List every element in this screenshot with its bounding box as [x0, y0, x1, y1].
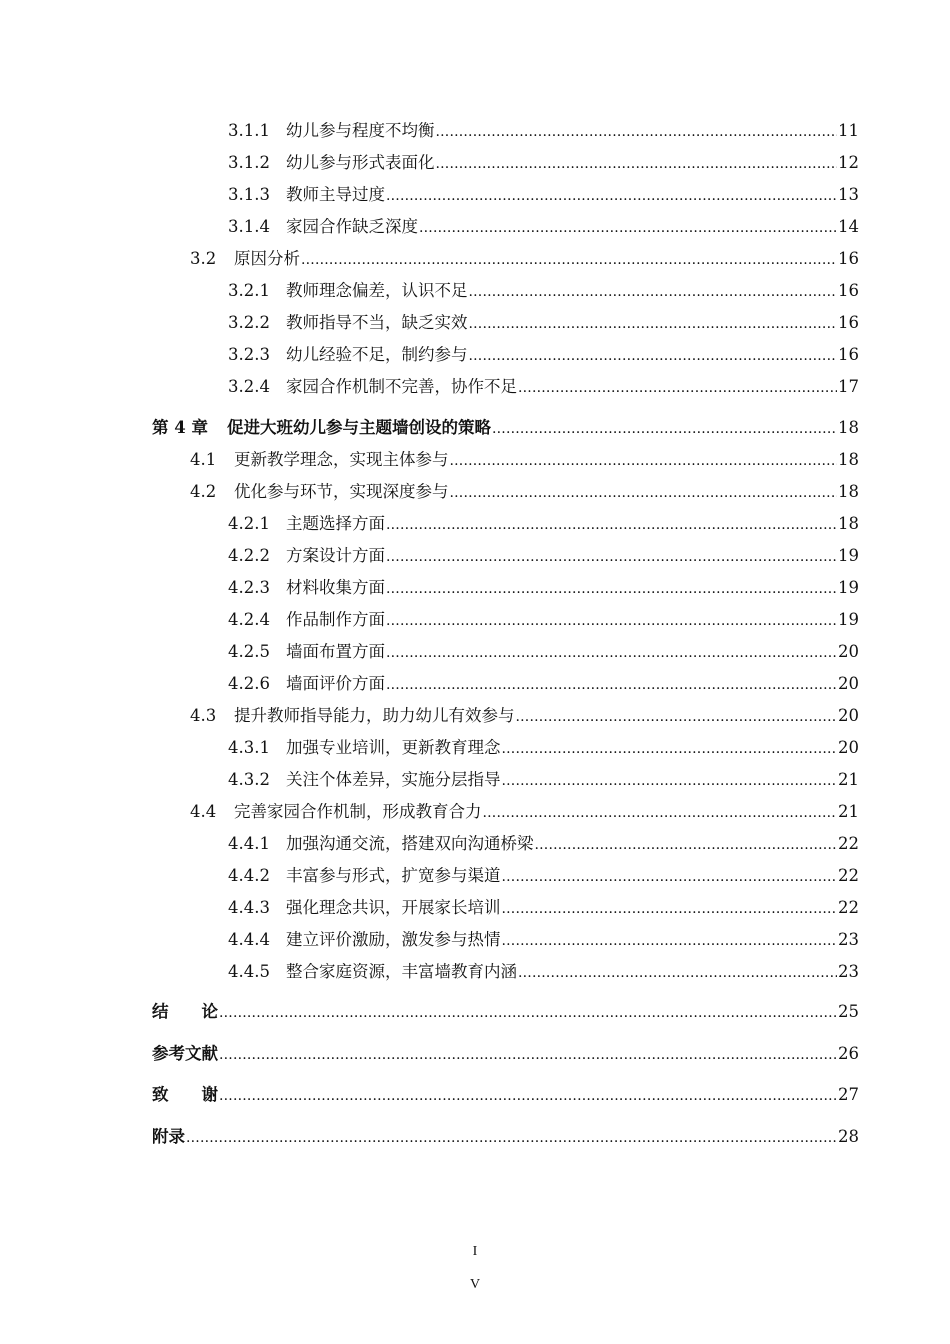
toc-entry[interactable] — [228, 832, 859, 856]
toc-entry-number: 4.2.1 — [228, 514, 270, 533]
toc-entry-page: 18 — [838, 418, 859, 437]
toc-entry-number: 3.1.4 — [228, 217, 270, 236]
toc-leader-dots — [450, 480, 838, 505]
toc-leader-dots — [219, 1083, 837, 1108]
toc-entry-title: 优化参与环节，实现深度参与 — [234, 482, 449, 501]
toc-entry-title: 材料收集方面 — [286, 578, 385, 597]
toc-entry-page: 19 — [838, 546, 859, 565]
toc-entry-title: 强化理念共识，开展家长培训 — [286, 898, 501, 917]
toc-entry[interactable] — [228, 119, 859, 143]
toc-entry[interactable] — [228, 311, 859, 335]
toc-entry-page: 22 — [838, 866, 859, 885]
toc-leader-dots — [386, 183, 837, 208]
toc-leader-dots — [502, 928, 838, 953]
toc-leader-dots — [386, 672, 837, 697]
toc-entry[interactable] — [228, 183, 859, 207]
toc-entry[interactable] — [228, 736, 859, 760]
toc-entry-number: 4.2.4 — [228, 610, 270, 629]
toc-entry-number: 4.4 — [190, 802, 217, 821]
toc-entry-title: 幼儿参与程度不均衡 — [286, 121, 435, 140]
toc-entry-number: 3.2.4 — [228, 377, 270, 396]
toc-entry-number: 4.1 — [190, 450, 217, 469]
toc-entry-number: 4.2.6 — [228, 674, 270, 693]
toc-entry-title: 教师主导过度 — [286, 185, 385, 204]
toc-leader-dots — [483, 800, 838, 825]
toc-entry[interactable] — [228, 640, 859, 664]
toc-entry-number: 4.3.2 — [228, 770, 270, 789]
toc-entry-title: 附录 — [152, 1127, 185, 1146]
toc-entry-page: 18 — [838, 482, 859, 501]
toc-leader-dots — [386, 544, 837, 569]
toc-leader-dots — [516, 704, 838, 729]
toc-entry[interactable] — [228, 343, 859, 367]
toc-entry-number: 4.4.2 — [228, 866, 270, 885]
toc-entry-number: 3.2.3 — [228, 345, 270, 364]
toc-entry-number: 4.4.3 — [228, 898, 270, 917]
toc-entry-page: 17 — [838, 377, 859, 396]
toc-entry[interactable] — [228, 375, 859, 399]
toc-entry-title: 建立评价激励，激发参与热情 — [286, 930, 501, 949]
toc-entry-page: 20 — [838, 674, 859, 693]
toc-leader-dots — [419, 215, 837, 240]
toc-entry-title: 家园合作机制不完善，协作不足 — [286, 377, 517, 396]
toc-entry-page: 12 — [838, 153, 859, 172]
toc-leader-dots — [186, 1125, 837, 1150]
toc-entry-page: 14 — [838, 217, 859, 236]
toc-entry-title: 致 谢 — [152, 1085, 218, 1104]
toc-entry[interactable] — [228, 672, 859, 696]
toc-leader-dots — [436, 151, 838, 176]
toc-entry[interactable] — [152, 1000, 859, 1024]
toc-entry-title: 结 论 — [152, 1002, 218, 1021]
toc-entry-page: 11 — [838, 121, 859, 140]
toc-entry-title: 作品制作方面 — [286, 610, 385, 629]
toc-entry-title: 加强专业培训，更新教育理念 — [286, 738, 501, 757]
toc-entry[interactable] — [228, 576, 859, 600]
toc-entry-number: 4.2 — [190, 482, 217, 501]
toc-entry-title: 教师指导不当，缺乏实效 — [286, 313, 468, 332]
toc-leader-dots — [386, 608, 837, 633]
toc-leader-dots — [219, 1000, 837, 1025]
toc-entry-title: 更新教学理念，实现主体参与 — [234, 450, 449, 469]
toc-entry[interactable] — [152, 1125, 859, 1149]
toc-leader-dots — [469, 279, 838, 304]
toc-entry-page: 19 — [838, 578, 859, 597]
toc-leader-dots — [386, 640, 837, 665]
toc-leader-dots — [469, 343, 838, 368]
toc-entry-title: 家园合作缺乏深度 — [286, 217, 418, 236]
toc-leader-dots — [301, 247, 837, 272]
toc-leader-dots — [518, 375, 837, 400]
toc-leader-dots — [502, 896, 838, 921]
toc-entry-title: 原因分析 — [234, 249, 300, 268]
toc-leader-dots — [535, 832, 838, 857]
toc-entry[interactable] — [228, 864, 859, 888]
toc-entry-number: 4.4.1 — [228, 834, 270, 853]
toc-entry-title: 促进大班幼儿参与主题墙创设的策略 — [227, 418, 491, 437]
toc-entry[interactable] — [228, 608, 859, 632]
toc-entry-title: 关注个体差异，实施分层指导 — [286, 770, 501, 789]
toc-entry[interactable] — [190, 704, 859, 728]
toc-leader-dots — [502, 864, 838, 889]
toc-entry-number: 4.2.2 — [228, 546, 270, 565]
toc-entry-number: 4.2.5 — [228, 642, 270, 661]
toc-entry-page: 23 — [838, 962, 859, 981]
toc-entry-title: 加强沟通交流，搭建双向沟通桥梁 — [286, 834, 534, 853]
toc-entry-page: 16 — [838, 313, 859, 332]
toc-entry-page: 21 — [838, 802, 859, 821]
toc-entry-number: 4.3 — [190, 706, 217, 725]
toc-entry-number: 3.1.3 — [228, 185, 270, 204]
toc-entry-number: 3.1.1 — [228, 121, 270, 140]
toc-entry-page: 25 — [838, 1002, 859, 1021]
toc-entry-number: 4.4.5 — [228, 962, 270, 981]
toc-entry-page: 27 — [838, 1085, 859, 1104]
toc-entry-page: 20 — [838, 706, 859, 725]
toc-entry-page: 18 — [838, 514, 859, 533]
toc-entry-page: 23 — [838, 930, 859, 949]
toc-entry-page: 28 — [838, 1127, 859, 1146]
toc-entry-number: 3.2.2 — [228, 313, 270, 332]
toc-entry[interactable] — [228, 960, 859, 984]
toc-entry-page: 16 — [838, 249, 859, 268]
toc-entry-page: 20 — [838, 642, 859, 661]
toc-entry[interactable] — [228, 215, 859, 239]
toc-entry-title: 幼儿经验不足，制约参与 — [286, 345, 468, 364]
toc-leader-dots — [518, 960, 837, 985]
toc-entry-page: 20 — [838, 738, 859, 757]
toc-entry-page: 21 — [838, 770, 859, 789]
toc-entry-page: 18 — [838, 450, 859, 469]
toc-entry-title: 教师理念偏差，认识不足 — [286, 281, 468, 300]
page-number-upper: I — [472, 1244, 478, 1259]
toc-entry-number: 4.2.3 — [228, 578, 270, 597]
toc-entry[interactable] — [228, 512, 859, 536]
toc-leader-dots — [450, 448, 838, 473]
toc-entry-page: 16 — [838, 281, 859, 300]
toc-entry-number: 4.3.1 — [228, 738, 270, 757]
toc-entry[interactable] — [152, 1042, 859, 1066]
toc-entry[interactable] — [228, 151, 859, 175]
toc-entry-title: 整合家庭资源，丰富墙教育内涵 — [286, 962, 517, 981]
toc-entry-title: 墙面评价方面 — [286, 674, 385, 693]
toc-leader-dots — [502, 736, 838, 761]
toc-entry-title: 幼儿参与形式表面化 — [286, 153, 435, 172]
toc-entry[interactable] — [228, 544, 859, 568]
toc-entry[interactable] — [190, 247, 859, 271]
toc-entry-number: 3.1.2 — [228, 153, 270, 172]
toc-entry-number: 4.4.4 — [228, 930, 270, 949]
toc-entry-number: 第 4 章 — [152, 418, 208, 437]
toc-entry[interactable] — [190, 800, 859, 824]
toc-leader-dots — [386, 576, 837, 601]
toc-entry-title: 参考文献 — [152, 1044, 218, 1063]
toc-entry[interactable] — [190, 480, 859, 504]
toc-entry[interactable] — [228, 768, 859, 792]
toc-entry[interactable] — [228, 896, 859, 920]
toc-entry[interactable] — [228, 279, 859, 303]
toc-entry-title: 完善家园合作机制，形成教育合力 — [234, 802, 482, 821]
toc-entry-number: 3.2.1 — [228, 281, 270, 300]
toc-entry-page: 22 — [838, 834, 859, 853]
toc-entry-title: 方案设计方面 — [286, 546, 385, 565]
toc-entry-page: 16 — [838, 345, 859, 364]
toc-entry-page: 19 — [838, 610, 859, 629]
toc-entry-page: 26 — [838, 1044, 859, 1063]
toc-entry[interactable] — [190, 448, 859, 472]
toc-entry-title: 主题选择方面 — [286, 514, 385, 533]
toc-entry-title: 墙面布置方面 — [286, 642, 385, 661]
toc-leader-dots — [502, 768, 838, 793]
page-number-lower: V — [469, 1277, 481, 1292]
toc-entry-title: 丰富参与形式，扩宽参与渠道 — [286, 866, 501, 885]
toc-leader-dots — [219, 1042, 837, 1067]
toc-entry[interactable] — [228, 928, 859, 952]
toc-leader-dots — [386, 512, 837, 537]
toc-entry-page: 22 — [838, 898, 859, 917]
toc-entry[interactable] — [152, 416, 859, 440]
toc-entry-title: 提升教师指导能力，助力幼儿有效参与 — [234, 706, 515, 725]
toc-leader-dots — [436, 119, 838, 144]
toc-entry-page: 13 — [838, 185, 859, 204]
toc-leader-dots — [492, 416, 837, 441]
toc-entry-number: 3.2 — [190, 249, 217, 268]
toc-leader-dots — [469, 311, 838, 336]
toc-entry[interactable] — [152, 1083, 859, 1107]
